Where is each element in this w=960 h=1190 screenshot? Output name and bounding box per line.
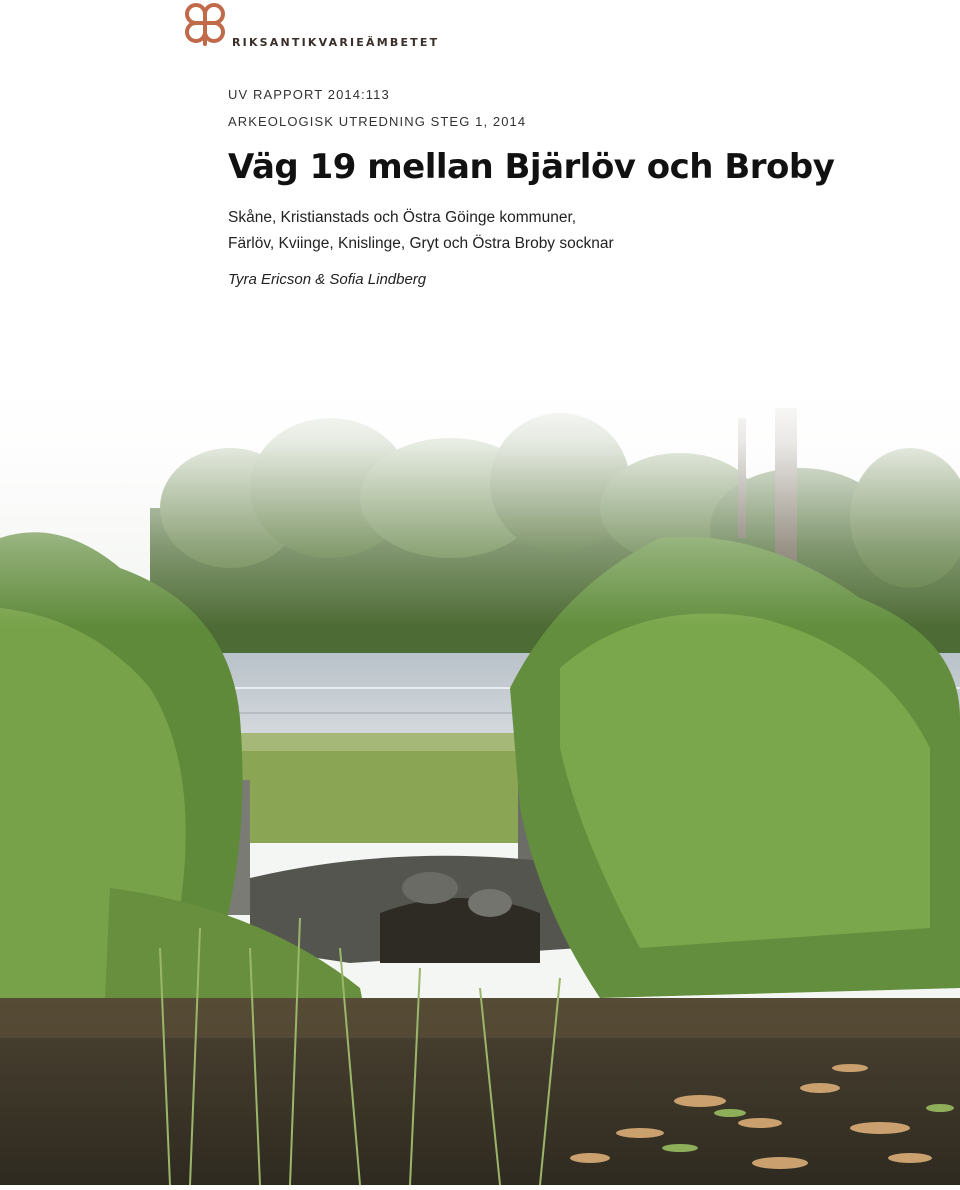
report-header — [228, 86, 928, 288]
report-subtitle-line-1: Skåne, Kristianstads och Östra Göinge kommuner, — [228, 209, 577, 226]
report-type: ARKEOLOGISK UTREDNING STEG 1, 2014 — [228, 114, 527, 129]
cover-photo — [0, 388, 960, 1185]
logo-emblem-icon — [180, 2, 230, 52]
report-authors: Tyra Ericson & Sofia Lindberg — [228, 271, 427, 288]
report-series: UV RAPPORT 2014:113 — [228, 87, 390, 102]
lake-landscape-photo — [0, 388, 960, 1185]
report-subtitle-line-2: Färlöv, Kviinge, Knislinge, Gryt och Östra Broby socknar — [228, 235, 614, 252]
logo-text: RIKSANTIKVARIEÄMBETET — [232, 36, 440, 49]
report-title: Väg 19 mellan Bjärlöv och Broby — [228, 147, 835, 187]
